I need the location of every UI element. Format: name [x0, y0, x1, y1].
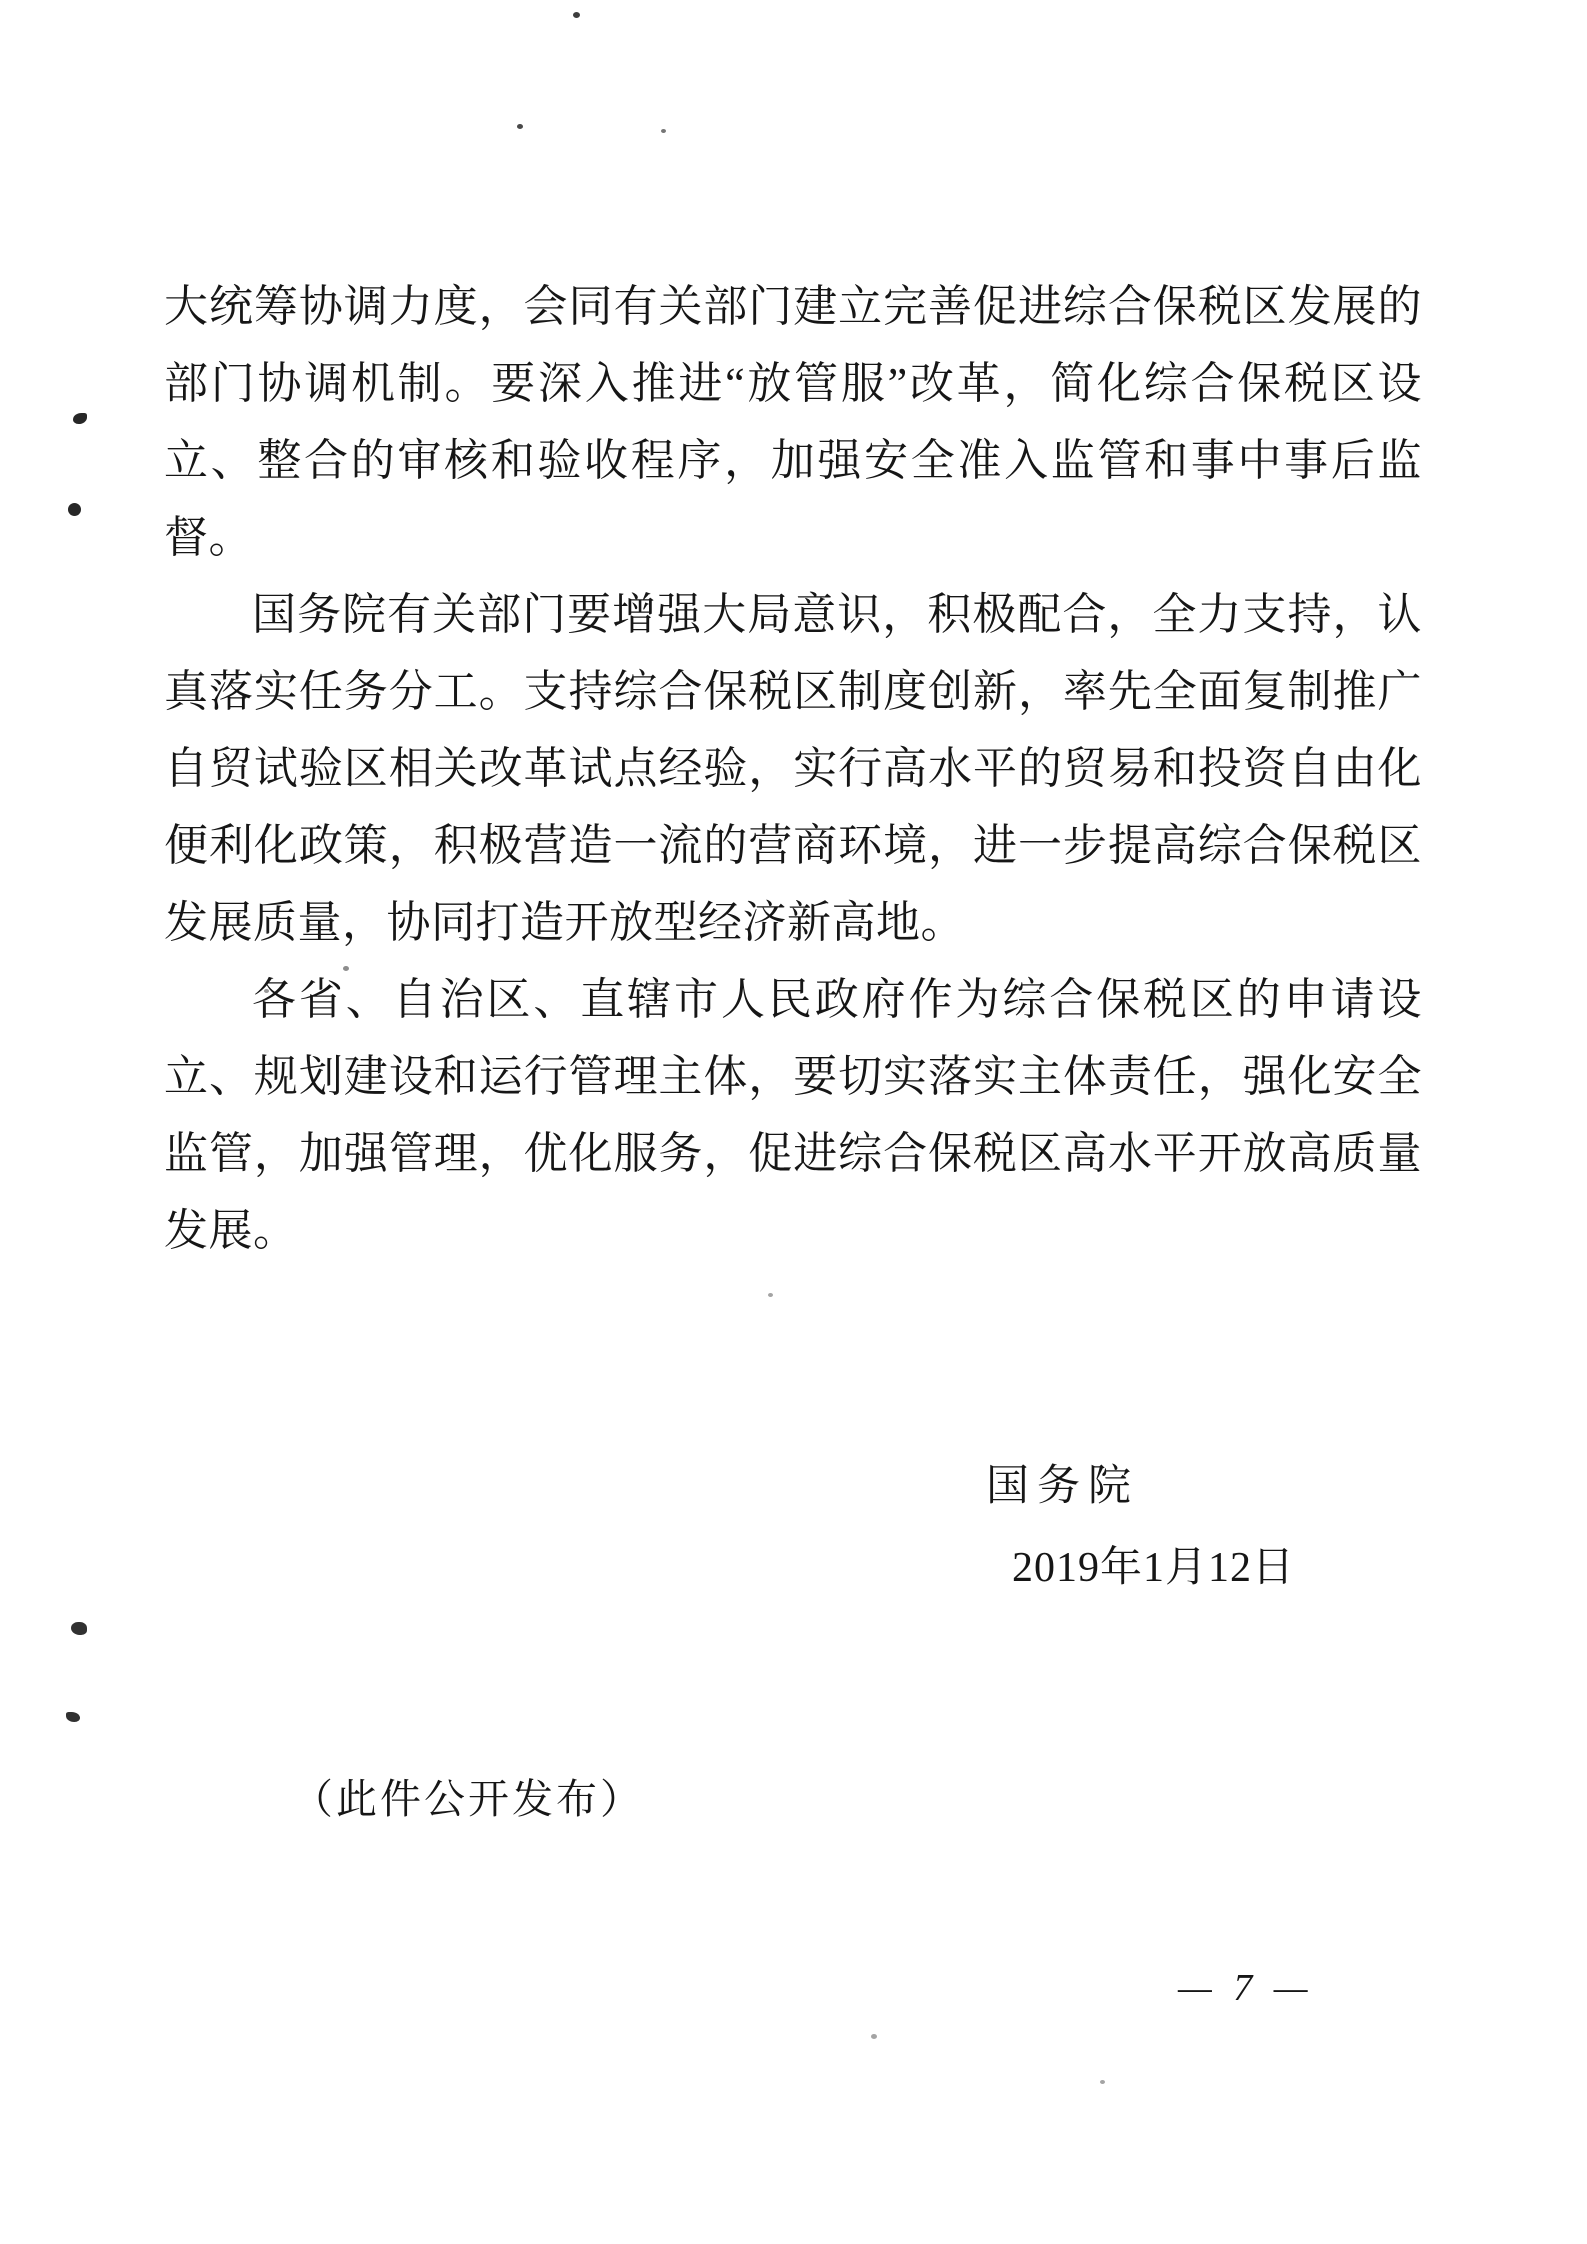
paragraph-provincial-governments: 各省、自治区、直辖市人民政府作为综合保税区的申请设立、规划建设和运行管理主体，要切实落实主体责任，强化安全监管，加强管理，优化服务，促进综合保税区高水平开放高质量发展。 — [164, 975, 1422, 1255]
scan-speck — [661, 129, 666, 133]
scan-speck — [73, 413, 87, 424]
signature-date: 2019年1月12日 — [1012, 1545, 1296, 1591]
page-number: — 7 — — [1178, 1967, 1314, 2009]
scan-speck — [68, 503, 81, 516]
scan-speck — [573, 12, 580, 18]
scan-speck — [66, 1712, 80, 1722]
scan-speck — [71, 1622, 87, 1635]
signature-issuer: 国务院 — [986, 1463, 1139, 1510]
scan-speck — [768, 1293, 773, 1297]
scan-speck — [1100, 2080, 1105, 2084]
paragraph-continuation: 大统筹协调力度，会同有关部门建立完善促进综合保税区发展的部门协调机制。要深入推进“放管服”改革，简化综合保税区设立、整合的审核和验收程序，加强安全准入监管和事中事后监督。 — [164, 282, 1422, 562]
paragraph-state-council-departments: 国务院有关部门要增强大局意识，积极配合，全力支持，认真落实任务分工。支持综合保税区制度创新，率先全面复制推广自贸试验区相关改革试点经验，实行高水平的贸易和投资自由化便利化政策，积极营造一流的营商环境，进一步提高综合保税区发展质量，协同打造开放型经济新高地。 — [164, 590, 1422, 947]
publication-note: （此件公开发布） — [292, 1776, 644, 1822]
scan-speck — [517, 124, 523, 129]
scan-speck — [871, 2034, 877, 2039]
document-body — [164, 268, 1422, 1269]
